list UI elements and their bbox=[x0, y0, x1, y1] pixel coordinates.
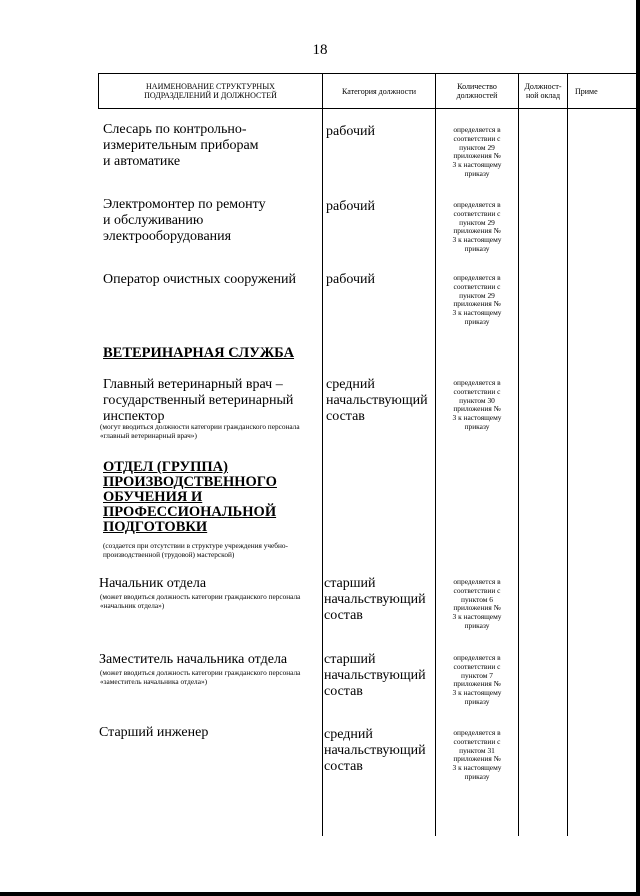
position-quantity: определяется в соответствии с пунктом 7 приложения № 3 к настоящему приказу bbox=[452, 653, 502, 706]
position-category: средний начальствующий состав bbox=[324, 727, 426, 774]
section-note: (создается при отсутствии в структуре учреждения учебно-производственной (трудовой) мастерской) bbox=[103, 541, 288, 559]
header-name: НАИМЕНОВАНИЕ СТРУКТУРНЫХ ПОДРАЗДЕЛЕНИЙ И ДОЛЖНОСТЕЙ bbox=[144, 82, 277, 100]
table-header-border bbox=[98, 108, 636, 109]
position-quantity: определяется в соответствии с пунктом 29 приложения № 3 к настоящему приказу bbox=[452, 273, 502, 326]
header-category: Категория должности bbox=[342, 86, 416, 96]
column-divider-note bbox=[567, 73, 568, 836]
scan-edge-right bbox=[636, 0, 640, 896]
position-category: рабочий bbox=[326, 272, 375, 287]
position-note: (может вводиться должность категории гражданского персонала «заместитель начальника отдела») bbox=[100, 668, 301, 686]
position-name: Электромонтер по ремонту и обслуживанию электрооборудования bbox=[103, 197, 266, 244]
column-divider-salary bbox=[518, 73, 519, 836]
position-quantity: определяется в соответствии с пунктом 29 приложения № 3 к настоящему приказу bbox=[452, 125, 502, 178]
scan-edge-bottom bbox=[0, 892, 640, 896]
position-quantity: определяется в соответствии с пунктом 29 приложения № 3 к настоящему приказу bbox=[452, 200, 502, 253]
position-note: (могут вводиться должности категории гражданского персонала «главный ветеринарный врач») bbox=[100, 422, 300, 440]
header-salary: Должност- ной оклад bbox=[524, 82, 562, 100]
page-number: 18 bbox=[312, 42, 328, 58]
position-note: (может вводиться должность категории гражданского персонала «начальник отдела») bbox=[100, 592, 301, 610]
position-name: Заместитель начальника отдела bbox=[99, 652, 288, 667]
position-category: рабочий bbox=[326, 124, 375, 139]
position-quantity: определяется в соответствии с пунктом 6 приложения № 3 к настоящему приказу bbox=[452, 577, 502, 630]
column-divider-quantity bbox=[435, 73, 436, 836]
position-category: рабочий bbox=[326, 199, 375, 214]
position-name: Начальник отдела bbox=[99, 576, 207, 591]
position-quantity: определяется в соответствии с пунктом 30 приложения № 3 к настоящему приказу bbox=[452, 378, 502, 431]
position-quantity: определяется в соответствии с пунктом 31 приложения № 3 к настоящему приказу bbox=[452, 728, 502, 781]
position-category: средний начальствующий состав bbox=[326, 377, 428, 424]
section-title: ВЕТЕРИНАРНАЯ СЛУЖБА bbox=[103, 345, 295, 361]
section-title: ОТДЕЛ (ГРУППА) ПРОИЗВОДСТВЕННОГО ОБУЧЕНИЯ И ПРОФЕССИОНАЛЬНОЙ ПОДГОТОВКИ bbox=[103, 459, 277, 535]
position-name: Главный ветеринарный врач – государственный ветеринарный инспектор bbox=[103, 377, 294, 424]
position-category: старший начальствующий состав bbox=[324, 652, 426, 699]
header-note: Приме bbox=[575, 86, 598, 96]
column-divider-category bbox=[322, 73, 323, 836]
position-name: Старший инженер bbox=[99, 725, 209, 740]
position-name: Оператор очистных сооружений bbox=[103, 272, 297, 287]
position-category: старший начальствующий состав bbox=[324, 576, 426, 623]
position-name: Слесарь по контрольно-измерительным приборам и автоматике bbox=[103, 122, 259, 169]
header-quantity: Количество должностей bbox=[456, 82, 498, 100]
